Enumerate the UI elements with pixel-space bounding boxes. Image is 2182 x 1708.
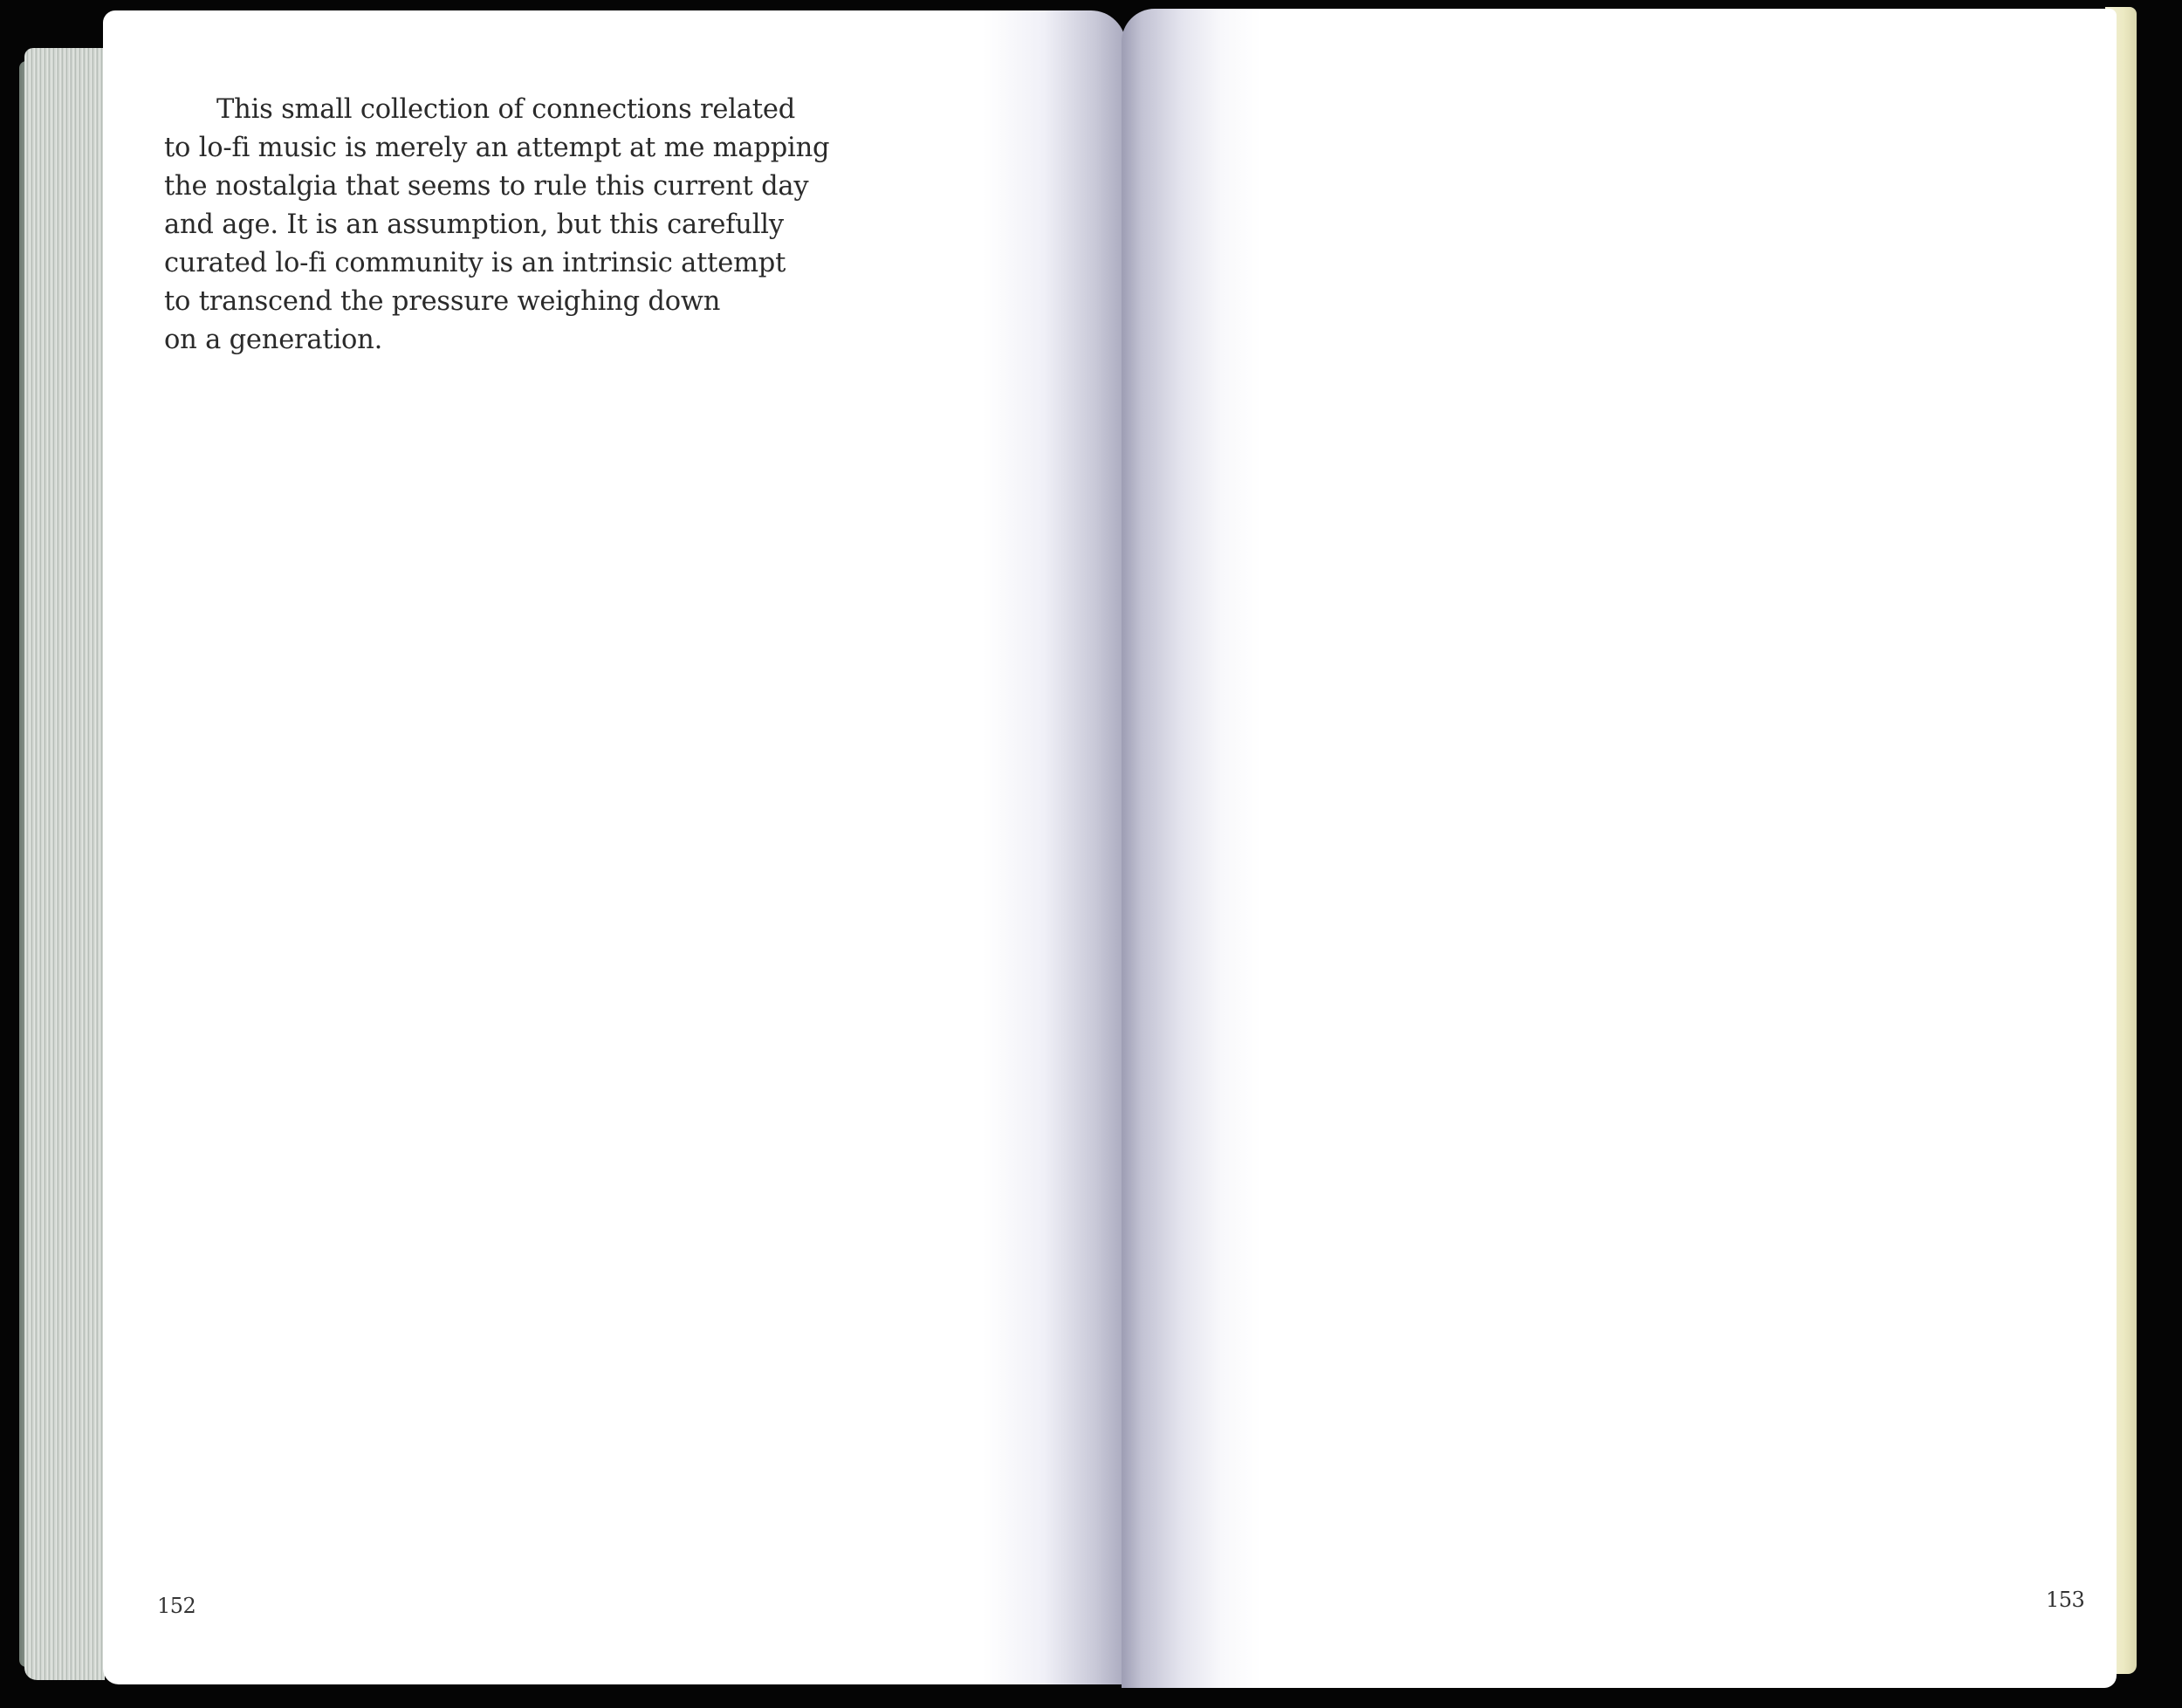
right-page xyxy=(1122,9,2117,1688)
paragraph-line: to lo-fi music is merely an attempt at me mapping xyxy=(164,133,830,163)
paragraph-line: and age. It is an assumption, but this carefully xyxy=(164,209,784,240)
left-page-edges xyxy=(24,48,105,1680)
page-number-left: 152 xyxy=(157,1594,196,1618)
paragraph-line: This small collection of connections related xyxy=(216,94,796,125)
paragraph-line: on a generation. xyxy=(164,325,383,355)
paragraph-line: to transcend the pressure weighing down xyxy=(164,286,721,317)
page-number-right: 153 xyxy=(2046,1588,2085,1612)
paragraph-line: curated lo-fi community is an intrinsic attempt xyxy=(164,248,786,278)
paragraph-line: the nostalgia that seems to rule this current day xyxy=(164,171,809,202)
body-paragraph xyxy=(164,91,830,360)
